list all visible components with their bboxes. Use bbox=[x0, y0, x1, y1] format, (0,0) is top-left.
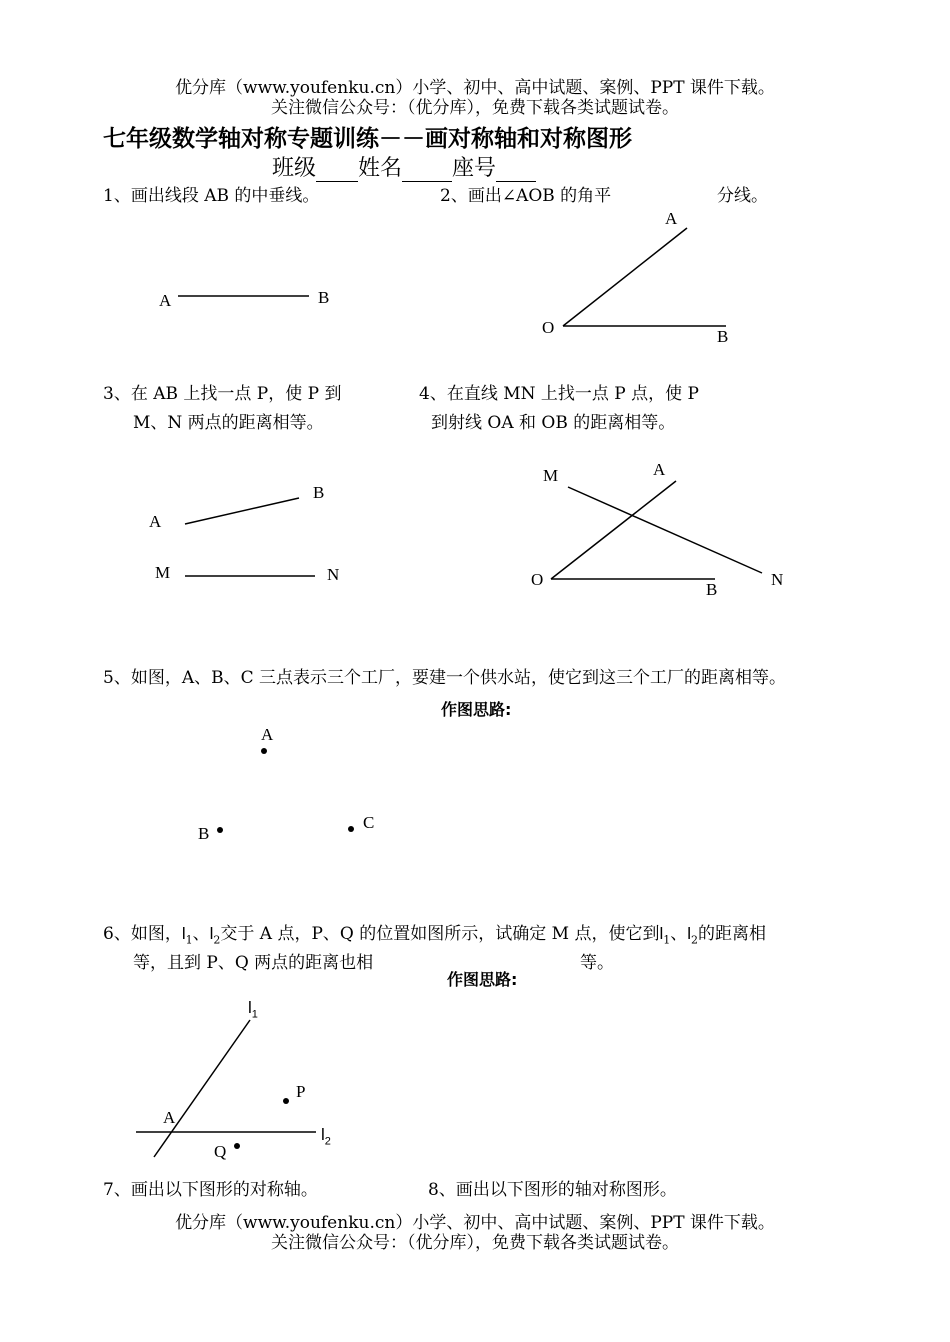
q6-label-q: Q bbox=[214, 1142, 227, 1161]
q6-sep: 、 bbox=[192, 924, 210, 944]
q2-text-part2: 分线。 bbox=[717, 186, 768, 206]
q6-label-l2 bbox=[321, 1126, 331, 1150]
q4-label-m: M bbox=[543, 466, 559, 485]
q4-label-o: O bbox=[531, 570, 544, 589]
q5-label-b: B bbox=[198, 824, 210, 843]
q2-text-part1: 2、画出∠AOB 的角平 bbox=[440, 186, 612, 206]
q7-text: 7、画出以下图形的对称轴。 bbox=[103, 1180, 318, 1200]
q5-label-c: C bbox=[363, 813, 375, 832]
q4-label-a: A bbox=[653, 460, 666, 479]
q6-text-b: 交于 A 点，P、Q 的位置如图所示，试确定 M 点，使它到 bbox=[220, 924, 660, 944]
q3-line-1: 3、在 AB 上找一点 P，使 P 到 bbox=[103, 384, 342, 404]
q2-ray-oa[interactable] bbox=[563, 228, 687, 326]
q1-label-a: A bbox=[159, 291, 172, 310]
q6-line-l1[interactable] bbox=[154, 1020, 250, 1157]
q5-text: 5、如图，A、B、C 三点表示三个工厂，要建一个供水站，使它到这三个工厂的距离相等。 bbox=[103, 668, 786, 688]
q6-label-l1-letter: l bbox=[248, 998, 252, 1017]
q3-label-n: N bbox=[327, 565, 340, 584]
q1-label-b: B bbox=[318, 288, 330, 307]
q3-label-m: M bbox=[155, 563, 171, 582]
q6-label-l1-sub: 1 bbox=[251, 1008, 258, 1021]
q5-point-b[interactable] bbox=[217, 827, 223, 833]
q3-label-a: A bbox=[149, 512, 162, 531]
q6-l2: l bbox=[209, 924, 214, 943]
q6-label-p: P bbox=[296, 1082, 306, 1101]
page-title: 七年级数学轴对称专题训练－－画对称轴和对称图形 bbox=[103, 126, 632, 152]
q5-label-a: A bbox=[261, 725, 274, 744]
q4-label-b: B bbox=[706, 580, 718, 599]
q6-label-a: A bbox=[163, 1108, 176, 1127]
q6-sep-again: 、 bbox=[670, 924, 688, 944]
q5-point-a[interactable] bbox=[261, 748, 267, 754]
q6-l1: l bbox=[181, 924, 186, 943]
q6-label-l2-letter: l bbox=[321, 1125, 325, 1144]
q5-idea: 作图思路: bbox=[441, 700, 512, 719]
q6-l2-sub: 2 bbox=[213, 933, 221, 947]
name-label: 姓名 bbox=[358, 156, 403, 181]
q6-line-2a: 等，且到 P、Q 两点的距离也相 bbox=[133, 953, 374, 973]
q6-l2-again: l bbox=[687, 924, 692, 943]
q6-idea: 作图思路: bbox=[447, 970, 518, 989]
q8-text: 8、画出以下图形的轴对称图形。 bbox=[428, 1180, 677, 1200]
q6-line-2b: 等。 bbox=[580, 953, 614, 973]
q5-point-c[interactable] bbox=[348, 826, 354, 832]
q3-line-2: M、N 两点的距离相等。 bbox=[133, 413, 324, 433]
q6-l1-sub: 1 bbox=[185, 933, 193, 947]
q2-label-b: B bbox=[717, 327, 729, 346]
header-line-1: 优分库（www.youfenku.cn）小学、初中、高中试题、案例、PPT 课件下载。 bbox=[175, 78, 775, 98]
q6-l2-sub-again: 2 bbox=[691, 933, 699, 947]
q6-label-l1 bbox=[248, 999, 258, 1023]
q6-l1-again: l bbox=[659, 924, 664, 943]
q4-ray-oa[interactable] bbox=[551, 481, 676, 579]
q2-label-o: O bbox=[542, 318, 555, 337]
header-line-2: 关注微信公众号：（优分库），免费下载各类试题试卷。 bbox=[271, 98, 679, 118]
q4-line-2: 到射线 OA 和 OB 的距离相等。 bbox=[431, 413, 676, 433]
q4-line-mn[interactable] bbox=[568, 487, 762, 573]
q6-text-a: 6、如图， bbox=[103, 924, 182, 944]
q4-line-1: 4、在直线 MN 上找一点 P 点，使 P bbox=[419, 384, 699, 404]
q6-l1-sub-again: 1 bbox=[663, 933, 671, 947]
q6-text-c: 的距离相 bbox=[698, 924, 767, 944]
q6-point-p[interactable] bbox=[283, 1098, 289, 1104]
q3-segment-ab[interactable] bbox=[185, 498, 299, 524]
class-label: 班级 bbox=[272, 156, 317, 181]
q3-label-b: B bbox=[313, 483, 325, 502]
q6-point-q[interactable] bbox=[234, 1143, 240, 1149]
q6-label-l2-sub: 2 bbox=[324, 1135, 331, 1148]
seat-label: 座号 bbox=[452, 156, 497, 181]
footer-line-1: 优分库（www.youfenku.cn）小学、初中、高中试题、案例、PPT 课件下载。 bbox=[175, 1213, 775, 1233]
q4-label-n: N bbox=[771, 570, 784, 589]
q2-label-a: A bbox=[665, 209, 678, 228]
footer-line-2: 关注微信公众号：（优分库），免费下载各类试题试卷。 bbox=[271, 1233, 679, 1253]
q1-text: 1、画出线段 AB 的中垂线。 bbox=[103, 186, 320, 206]
